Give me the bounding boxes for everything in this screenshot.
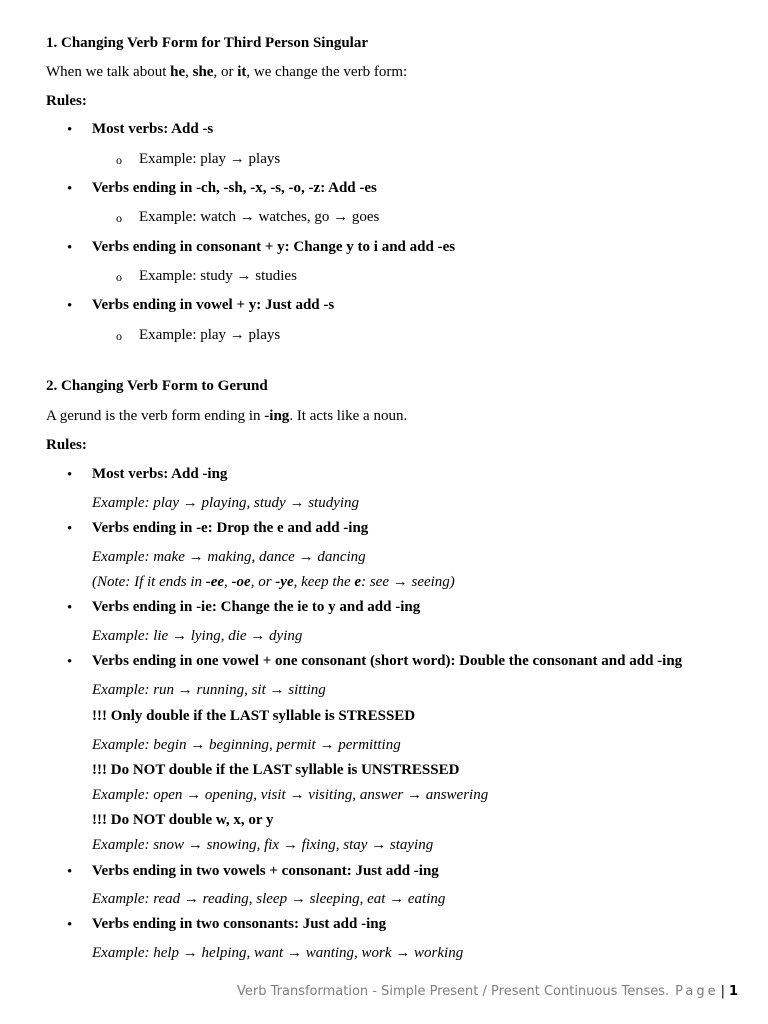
section1-heading: 1. Changing Verb Form for Third Person Singular [46,35,368,51]
warning-unstressed: !!! Do NOT double if the LAST syllable is UNSTRESSED [92,762,460,778]
section1-intro: When we talk about he, she, or it, we change the verb form: [46,64,408,80]
rule-title: Verbs ending in vowel + y: Just add -s [92,297,335,313]
rule-example: Example: run → running, sit → sitting [92,682,326,698]
rule-title: Verbs ending in -e: Drop the e and add -ing [92,520,369,536]
page-footer [237,983,738,1001]
rule-example: Example: play → plays [139,151,281,167]
sub-bullet: o [116,211,122,225]
footer-separator: | [720,984,726,999]
rule-title: Most verbs: Add -ing [92,466,228,482]
warning-wxy: !!! Do NOT double w, x, or y [92,812,274,828]
rule-title: Most verbs: Add -s [92,121,214,137]
rule-title: Verbs ending in two consonants: Just add -ing [92,916,387,932]
section2-heading: 2. Changing Verb Form to Gerund [46,378,268,394]
rule-example: Example: read → reading, sleep → sleeping, eat → eating [92,891,446,907]
sub-bullet: o [116,329,122,343]
page-label: Page [675,984,719,999]
rule-example: Example: watch → watches, go → goes [139,209,380,225]
rules-label: Rules: [46,437,87,453]
rule-example: Example: study → studies [139,268,297,284]
bullet: • [67,240,73,256]
rules-label: Rules: [46,93,87,109]
rule-title: Verbs ending in consonant + y: Change y to i and add -es [92,239,456,255]
rule-example: Example: open → opening, visit → visiting, answer → answering [92,787,489,803]
page-number: 1 [729,984,739,999]
bullet: • [67,181,73,197]
rule-example: Example: help → helping, want → wanting, work → working [92,945,464,961]
footer-text: Verb Transformation - Simple Present / Present Continuous Tenses. [237,984,670,999]
bullet: • [67,864,73,880]
bullet: • [67,298,73,314]
bullet: • [67,917,73,933]
sub-bullet: o [116,270,122,284]
rule-title: Verbs ending in one vowel + one consonant (short word): Double the consonant and add -ing [92,653,683,669]
rule-example: Example: lie → lying, die → dying [92,628,303,644]
rule-title: Verbs ending in two vowels + consonant: Just add -ing [92,863,439,879]
sub-bullet: o [116,153,122,167]
rule-title: Verbs ending in -ie: Change the ie to y and add -ing [92,599,421,615]
warning-stressed: !!! Only double if the LAST syllable is STRESSED [92,708,416,724]
bullet: • [67,654,73,670]
section2-intro: A gerund is the verb form ending in -ing. It acts like a noun. [46,408,408,424]
bullet: • [67,521,73,537]
rule-example: Example: play → playing, study → studying [92,495,360,511]
bullet: • [67,467,73,483]
rule-example: Example: make → making, dance → dancing [92,549,366,565]
rule-example: Example: snow → snowing, fix → fixing, stay → staying [92,837,434,853]
bullet: • [67,600,73,616]
rule-note: (Note: If it ends in -ee, -oe, or -ye, keep the e: see → seeing) [92,574,455,590]
rule-example: Example: begin → beginning, permit → permitting [92,737,401,753]
rule-example: Example: play → plays [139,327,281,343]
bullet: • [67,122,73,138]
rule-title: Verbs ending in -ch, -sh, -x, -s, -o, -z: Add -es [92,180,377,196]
